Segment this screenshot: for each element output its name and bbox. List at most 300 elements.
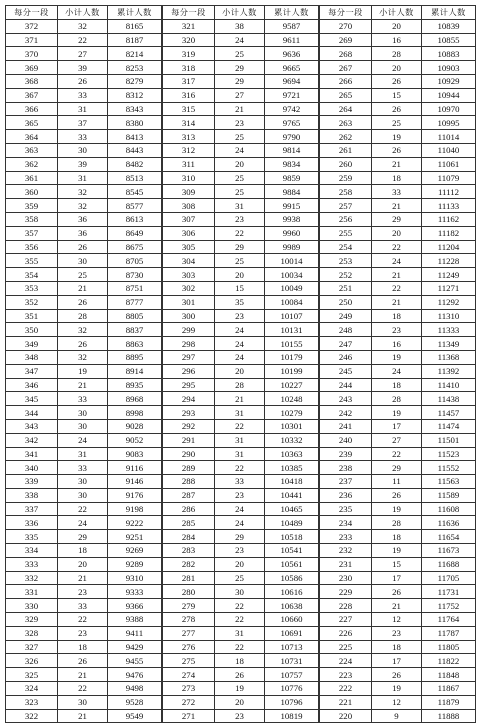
score-cell: 230 — [320, 571, 372, 585]
score-cell: 257 — [320, 199, 372, 213]
count-cell: 19 — [58, 364, 108, 378]
count-cell: 25 — [58, 268, 108, 282]
cumulative-cell: 11349 — [422, 337, 476, 351]
count-cell: 17 — [372, 654, 422, 668]
table-row — [320, 447, 476, 461]
score-cell: 356 — [6, 240, 58, 254]
count-column-header: 小计人数 — [58, 6, 108, 20]
count-cell: 19 — [372, 682, 422, 696]
score-cell: 309 — [163, 185, 215, 199]
cumulative-cell: 9694 — [265, 74, 319, 88]
table-row — [6, 295, 162, 309]
count-cell: 20 — [215, 268, 265, 282]
table-row — [320, 61, 476, 75]
table-row — [163, 571, 319, 585]
table-row — [320, 695, 476, 709]
cumulative-cell: 10660 — [265, 613, 319, 627]
cumulative-cell: 11867 — [422, 682, 476, 696]
table-row — [6, 47, 162, 61]
score-cell: 282 — [163, 557, 215, 571]
count-cell: 19 — [372, 406, 422, 420]
table-row — [163, 309, 319, 323]
count-cell: 22 — [58, 613, 108, 627]
score-cell: 340 — [6, 461, 58, 475]
count-cell: 18 — [372, 378, 422, 392]
score-cell: 286 — [163, 502, 215, 516]
cumulative-cell: 10385 — [265, 461, 319, 475]
cumulative-cell: 11848 — [422, 668, 476, 682]
cumulative-cell: 11805 — [422, 640, 476, 654]
count-cell: 29 — [372, 212, 422, 226]
table-row — [320, 392, 476, 406]
cumulative-cell: 10929 — [422, 74, 476, 88]
score-cell: 346 — [6, 378, 58, 392]
score-cell: 243 — [320, 392, 372, 406]
score-cell: 371 — [6, 33, 58, 47]
table-row — [6, 19, 162, 33]
table-row — [320, 350, 476, 364]
count-cell: 21 — [58, 571, 108, 585]
table-row — [6, 350, 162, 364]
count-cell: 31 — [215, 433, 265, 447]
count-cell: 21 — [372, 295, 422, 309]
table-row — [6, 254, 162, 268]
count-cell: 29 — [215, 530, 265, 544]
table-row — [163, 199, 319, 213]
score-cell: 241 — [320, 419, 372, 433]
count-cell: 23 — [215, 309, 265, 323]
cumulative-cell: 10465 — [265, 502, 319, 516]
table-row — [163, 585, 319, 599]
score-cell: 316 — [163, 88, 215, 102]
count-cell: 25 — [215, 130, 265, 144]
score-cell: 353 — [6, 281, 58, 295]
table-row — [6, 337, 162, 351]
count-cell: 22 — [215, 226, 265, 240]
table-row — [163, 613, 319, 627]
cumulative-cell: 8805 — [108, 309, 162, 323]
count-cell: 21 — [372, 157, 422, 171]
count-cell: 15 — [372, 88, 422, 102]
cumulative-cell: 9176 — [108, 488, 162, 502]
cumulative-cell: 9498 — [108, 682, 162, 696]
cumulative-column-header: 累计人数 — [265, 6, 319, 20]
cumulative-cell: 11014 — [422, 130, 476, 144]
table-row — [6, 364, 162, 378]
count-cell: 25 — [372, 116, 422, 130]
table-row — [6, 378, 162, 392]
score-cell: 242 — [320, 406, 372, 420]
count-cell: 22 — [372, 240, 422, 254]
table-row — [163, 337, 319, 351]
score-cell: 231 — [320, 557, 372, 571]
score-cell: 302 — [163, 281, 215, 295]
table-row — [6, 212, 162, 226]
score-cell: 321 — [163, 19, 215, 33]
count-cell: 26 — [215, 668, 265, 682]
table-row — [163, 212, 319, 226]
table-row — [163, 695, 319, 709]
count-cell: 24 — [215, 143, 265, 157]
count-cell: 9 — [372, 709, 422, 723]
cumulative-cell: 10970 — [422, 102, 476, 116]
table-row — [163, 433, 319, 447]
cumulative-cell: 10883 — [422, 47, 476, 61]
table-row — [6, 488, 162, 502]
table-row — [163, 378, 319, 392]
table-row — [163, 392, 319, 406]
count-cell: 29 — [58, 530, 108, 544]
table-row — [6, 682, 162, 696]
score-cell: 345 — [6, 392, 58, 406]
cumulative-cell: 9083 — [108, 447, 162, 461]
score-cell: 317 — [163, 74, 215, 88]
cumulative-cell: 10489 — [265, 516, 319, 530]
score-column-header: 每分一段 — [163, 6, 215, 20]
score-cell: 304 — [163, 254, 215, 268]
cumulative-cell: 10014 — [265, 254, 319, 268]
cumulative-cell: 10541 — [265, 544, 319, 558]
cumulative-cell: 9636 — [265, 47, 319, 61]
cumulative-cell: 11112 — [422, 185, 476, 199]
score-cell: 354 — [6, 268, 58, 282]
count-cell: 26 — [58, 74, 108, 88]
count-cell: 24 — [58, 516, 108, 530]
cumulative-cell: 11673 — [422, 544, 476, 558]
score-cell: 336 — [6, 516, 58, 530]
cumulative-cell: 10776 — [265, 682, 319, 696]
cumulative-cell: 9333 — [108, 585, 162, 599]
cumulative-cell: 11438 — [422, 392, 476, 406]
cumulative-cell: 10049 — [265, 281, 319, 295]
score-cell: 236 — [320, 488, 372, 502]
cumulative-cell: 8751 — [108, 281, 162, 295]
count-cell: 26 — [58, 295, 108, 309]
cumulative-cell: 8705 — [108, 254, 162, 268]
score-cell: 361 — [6, 171, 58, 185]
count-cell: 27 — [58, 47, 108, 61]
count-cell: 19 — [372, 130, 422, 144]
score-cell: 328 — [6, 626, 58, 640]
score-cell: 369 — [6, 61, 58, 75]
count-cell: 22 — [372, 447, 422, 461]
score-cell: 239 — [320, 447, 372, 461]
table-row — [163, 447, 319, 461]
cumulative-cell: 8730 — [108, 268, 162, 282]
score-cell: 245 — [320, 364, 372, 378]
table-row — [320, 268, 476, 282]
table-row — [163, 626, 319, 640]
cumulative-cell: 9251 — [108, 530, 162, 544]
count-cell: 28 — [58, 309, 108, 323]
count-cell: 24 — [372, 254, 422, 268]
count-cell: 36 — [58, 212, 108, 226]
count-cell: 22 — [215, 613, 265, 627]
score-cell: 237 — [320, 475, 372, 489]
count-cell: 28 — [372, 392, 422, 406]
count-cell: 20 — [372, 19, 422, 33]
count-cell: 23 — [372, 626, 422, 640]
score-cell: 306 — [163, 226, 215, 240]
count-cell: 33 — [58, 130, 108, 144]
cumulative-cell: 11731 — [422, 585, 476, 599]
cumulative-cell: 8380 — [108, 116, 162, 130]
score-cell: 247 — [320, 337, 372, 351]
cumulative-column-header: 累计人数 — [422, 6, 476, 20]
score-cell: 322 — [6, 709, 58, 723]
table-row — [320, 240, 476, 254]
count-cell: 22 — [372, 281, 422, 295]
cumulative-column-header: 累计人数 — [108, 6, 162, 20]
score-cell: 347 — [6, 364, 58, 378]
score-cell: 357 — [6, 226, 58, 240]
cumulative-cell: 9269 — [108, 544, 162, 558]
table-row — [6, 226, 162, 240]
score-cell: 332 — [6, 571, 58, 585]
score-cell: 319 — [163, 47, 215, 61]
count-cell: 21 — [215, 102, 265, 116]
score-cell: 227 — [320, 613, 372, 627]
cumulative-cell: 10301 — [265, 419, 319, 433]
cumulative-cell: 9742 — [265, 102, 319, 116]
table-row — [163, 281, 319, 295]
score-cell: 320 — [163, 33, 215, 47]
table-row — [320, 102, 476, 116]
table-row — [6, 613, 162, 627]
table-row — [320, 640, 476, 654]
score-cell: 220 — [320, 709, 372, 723]
table-row — [320, 130, 476, 144]
cumulative-cell: 11182 — [422, 226, 476, 240]
table-row — [6, 530, 162, 544]
cumulative-cell: 10131 — [265, 323, 319, 337]
score-cell: 229 — [320, 585, 372, 599]
table-row — [6, 102, 162, 116]
cumulative-cell: 9859 — [265, 171, 319, 185]
cumulative-cell: 10084 — [265, 295, 319, 309]
table-row — [163, 254, 319, 268]
table-row — [6, 447, 162, 461]
cumulative-cell: 10796 — [265, 695, 319, 709]
table-row — [163, 350, 319, 364]
cumulative-cell: 8935 — [108, 378, 162, 392]
score-table-block — [319, 5, 476, 723]
cumulative-cell: 9052 — [108, 433, 162, 447]
count-cell: 30 — [58, 419, 108, 433]
score-cell: 244 — [320, 378, 372, 392]
score-cell: 295 — [163, 378, 215, 392]
score-cell: 291 — [163, 433, 215, 447]
table-row — [320, 544, 476, 558]
count-cell: 25 — [215, 254, 265, 268]
score-cell: 288 — [163, 475, 215, 489]
table-row — [320, 433, 476, 447]
count-cell: 27 — [215, 88, 265, 102]
table-row — [320, 585, 476, 599]
table-row — [163, 530, 319, 544]
table-row — [320, 654, 476, 668]
score-cell: 297 — [163, 350, 215, 364]
count-cell: 20 — [58, 557, 108, 571]
cumulative-cell: 9834 — [265, 157, 319, 171]
count-cell: 30 — [58, 254, 108, 268]
cumulative-cell: 8513 — [108, 171, 162, 185]
score-cell: 233 — [320, 530, 372, 544]
score-cell: 281 — [163, 571, 215, 585]
cumulative-cell: 11523 — [422, 447, 476, 461]
cumulative-cell: 11392 — [422, 364, 476, 378]
score-cell: 224 — [320, 654, 372, 668]
score-cell: 363 — [6, 143, 58, 157]
cumulative-cell: 8413 — [108, 130, 162, 144]
table-row — [320, 212, 476, 226]
table-row — [6, 116, 162, 130]
table-row — [6, 309, 162, 323]
count-cell: 26 — [372, 585, 422, 599]
cumulative-cell: 9429 — [108, 640, 162, 654]
score-cell: 326 — [6, 654, 58, 668]
score-cell: 352 — [6, 295, 58, 309]
count-cell: 28 — [372, 516, 422, 530]
cumulative-cell: 9476 — [108, 668, 162, 682]
cumulative-cell: 11764 — [422, 613, 476, 627]
score-cell: 339 — [6, 475, 58, 489]
score-cell: 294 — [163, 392, 215, 406]
score-cell: 258 — [320, 185, 372, 199]
table-row — [320, 74, 476, 88]
count-cell: 22 — [215, 599, 265, 613]
score-cell: 256 — [320, 212, 372, 226]
table-row — [163, 406, 319, 420]
score-cell: 343 — [6, 419, 58, 433]
cumulative-cell: 11589 — [422, 488, 476, 502]
score-cell: 240 — [320, 433, 372, 447]
cumulative-cell: 11888 — [422, 709, 476, 723]
score-cell: 250 — [320, 295, 372, 309]
score-cell: 318 — [163, 61, 215, 75]
cumulative-cell: 9938 — [265, 212, 319, 226]
score-cell: 254 — [320, 240, 372, 254]
cumulative-cell: 11410 — [422, 378, 476, 392]
score-cell: 252 — [320, 268, 372, 282]
header-row — [320, 6, 476, 20]
table-row — [320, 461, 476, 475]
score-cell: 360 — [6, 185, 58, 199]
cumulative-cell: 9765 — [265, 116, 319, 130]
table-row — [6, 668, 162, 682]
table-row — [163, 364, 319, 378]
cumulative-cell: 9611 — [265, 33, 319, 47]
score-cell: 269 — [320, 33, 372, 47]
count-cell: 24 — [215, 350, 265, 364]
count-cell: 30 — [58, 143, 108, 157]
count-cell: 20 — [372, 61, 422, 75]
cumulative-cell: 9528 — [108, 695, 162, 709]
table-row — [6, 557, 162, 571]
cumulative-cell: 11457 — [422, 406, 476, 420]
count-cell: 18 — [215, 654, 265, 668]
count-cell: 15 — [372, 557, 422, 571]
count-cell: 36 — [58, 226, 108, 240]
count-cell: 24 — [215, 323, 265, 337]
count-cell: 18 — [372, 640, 422, 654]
score-cell: 267 — [320, 61, 372, 75]
count-cell: 30 — [215, 585, 265, 599]
cumulative-cell: 8649 — [108, 226, 162, 240]
table-row — [320, 530, 476, 544]
table-row — [320, 226, 476, 240]
cumulative-cell: 8443 — [108, 143, 162, 157]
table-row — [163, 599, 319, 613]
cumulative-cell: 11271 — [422, 281, 476, 295]
count-cell: 20 — [215, 157, 265, 171]
cumulative-cell: 10332 — [265, 433, 319, 447]
cumulative-cell: 11368 — [422, 350, 476, 364]
count-cell: 32 — [58, 199, 108, 213]
table-row — [320, 254, 476, 268]
score-cell: 251 — [320, 281, 372, 295]
count-cell: 21 — [58, 709, 108, 723]
count-cell: 31 — [58, 102, 108, 116]
count-cell: 21 — [215, 392, 265, 406]
cumulative-cell: 10586 — [265, 571, 319, 585]
cumulative-cell: 9198 — [108, 502, 162, 516]
cumulative-cell: 11249 — [422, 268, 476, 282]
table-row — [6, 544, 162, 558]
score-cell: 342 — [6, 433, 58, 447]
table-row — [320, 709, 476, 723]
cumulative-cell: 8253 — [108, 61, 162, 75]
cumulative-cell: 8613 — [108, 212, 162, 226]
cumulative-cell: 10441 — [265, 488, 319, 502]
score-cell: 330 — [6, 599, 58, 613]
count-cell: 29 — [215, 74, 265, 88]
count-cell: 30 — [58, 695, 108, 709]
table-row — [163, 88, 319, 102]
cumulative-cell: 10561 — [265, 557, 319, 571]
count-cell: 21 — [58, 668, 108, 682]
cumulative-cell: 8777 — [108, 295, 162, 309]
table-row — [163, 654, 319, 668]
score-cell: 344 — [6, 406, 58, 420]
score-cell: 262 — [320, 130, 372, 144]
cumulative-cell: 11705 — [422, 571, 476, 585]
score-cell: 325 — [6, 668, 58, 682]
table-row — [320, 682, 476, 696]
table-row — [163, 516, 319, 530]
count-cell: 22 — [215, 419, 265, 433]
count-cell: 24 — [372, 364, 422, 378]
cumulative-cell: 9721 — [265, 88, 319, 102]
table-row — [320, 613, 476, 627]
score-cell: 278 — [163, 613, 215, 627]
table-row — [6, 143, 162, 157]
count-cell: 22 — [58, 33, 108, 47]
cumulative-cell: 10944 — [422, 88, 476, 102]
cumulative-cell: 10903 — [422, 61, 476, 75]
table-row — [163, 557, 319, 571]
cumulative-cell: 9549 — [108, 709, 162, 723]
count-cell: 22 — [58, 682, 108, 696]
cumulative-cell: 9665 — [265, 61, 319, 75]
count-cell: 33 — [372, 185, 422, 199]
table-row — [6, 640, 162, 654]
table-row — [163, 74, 319, 88]
table-row — [320, 557, 476, 571]
table-row — [320, 185, 476, 199]
cumulative-cell: 10279 — [265, 406, 319, 420]
count-cell: 33 — [215, 475, 265, 489]
